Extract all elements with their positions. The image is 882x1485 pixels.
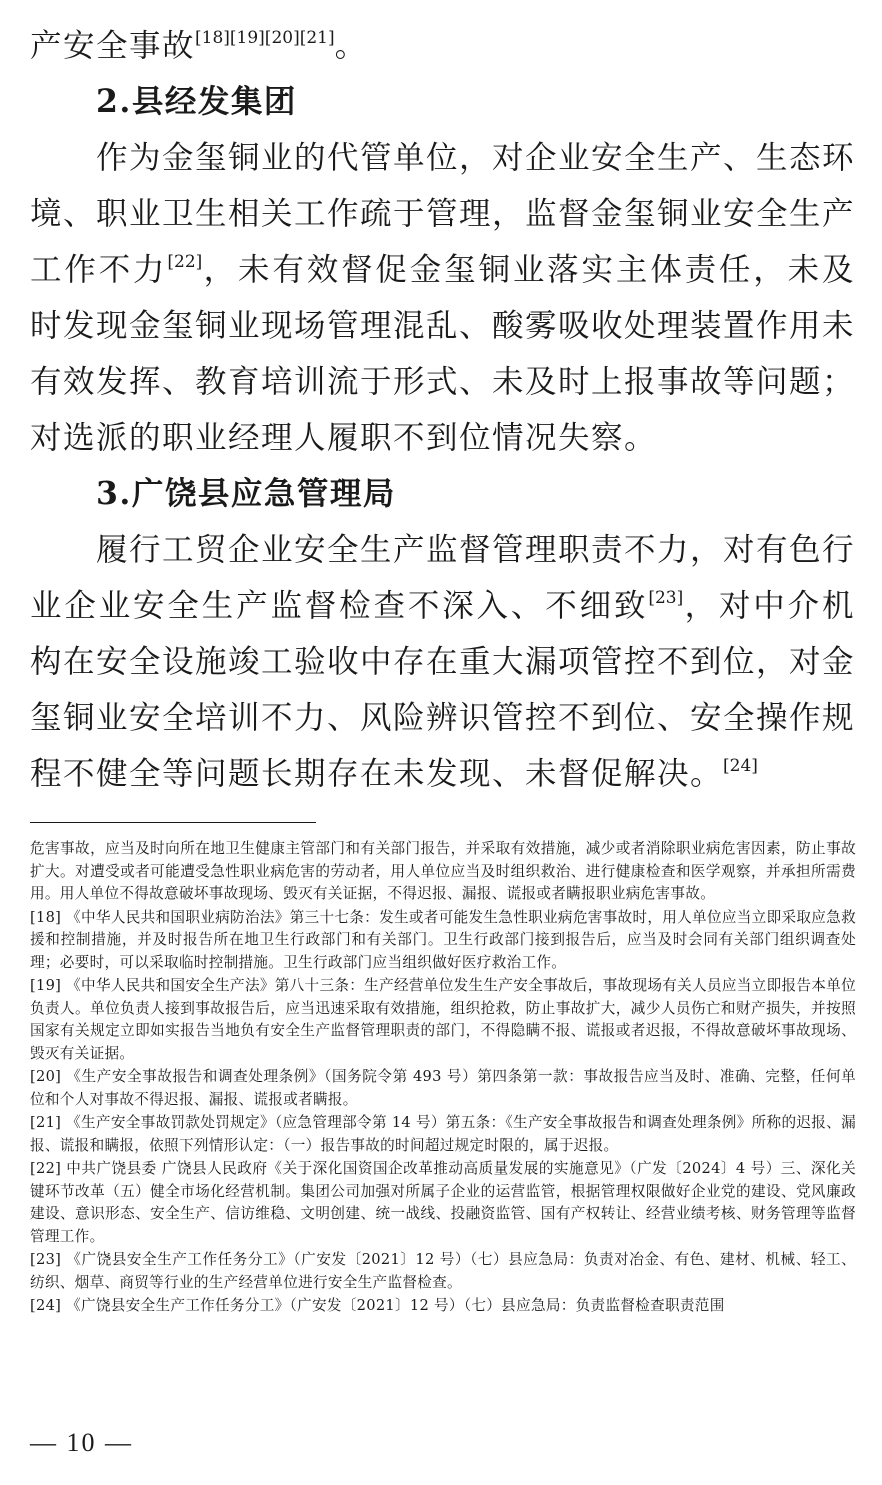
continuation-end: 。	[334, 28, 368, 64]
footnote-24: [24] 《广饶县安全生产工作任务分工》（广安发〔2021〕12 号）（七）县应急局：负责监督检查职责范围	[30, 1297, 725, 1314]
footnote-ref-24[interactable]: [24]	[723, 756, 758, 776]
footnote-17-continued: 危害事故，应当及时向所在地卫生健康主管部门和有关部门报告，并采取有效措施，减少或者消除职业病危害因素，防止事故扩大。对遭受或者可能遭受急性职业病危害的劳动者，用人单位应当及时组织救治、进行健康检查和医学观察，并承担所需费用。用人单位不得故意破坏事故现场、毁灭有关证据，不得迟报、漏报、谎报或者瞒报职业病危害事故。	[30, 840, 856, 902]
section-2-text-part1: 作为金玺铜业的代管单位，对企业安全生产、生态环境、职业卫生相关工作疏于管理，监督金玺铜业安全生产工作不力	[30, 140, 856, 288]
section-heading-3: 3.广饶县应急管理局	[96, 475, 396, 512]
footnote-ref-23[interactable]: [23]	[648, 588, 684, 608]
footnote-ref-18-21[interactable]: [18][19][20][21]	[195, 28, 335, 48]
section-3-paragraph	[30, 522, 855, 802]
section-2-paragraph	[30, 130, 855, 466]
footnote-23: [23] 《广饶县安全生产工作任务分工》（广安发〔2021〕12 号）（七）县应急局：负责对冶金、有色、建材、机械、轻工、纺织、烟草、商贸等行业的生产经营单位进行安全生产监督检查。	[30, 1251, 856, 1291]
section-3-text-part2: ，对中介机构在安全设施竣工验收中存在重大漏项管控不到位，对金玺铜业安全培训不力、风险辨识管控不到位、安全操作规程不健全等问题长期存在未发现、未督促解决。	[30, 588, 856, 792]
page-number: — 10 —	[30, 1428, 133, 1457]
continuation-text: 产安全事故	[30, 28, 196, 64]
continuation-paragraph	[30, 18, 855, 74]
footnote-20: [20] 《生产安全事故报告和调查处理条例》（国务院令第 493 号）第四条第一款：事故报告应当及时、准确、完整，任何单位和个人对事故不得迟报、漏报、谎报或者瞒报。	[30, 1068, 856, 1108]
footnote-19: [19] 《中华人民共和国安全生产法》第八十三条：生产经营单位发生生产安全事故后，事故现场有关人员应当立即报告本单位负责人。单位负责人接到事故报告后，应当迅速采取有效措施，组织抢救，防止事故扩大，减少人员伤亡和财产损失，并按照国家有关规定立即如实报告当地负有安全生产监督管理职责的部门，不得隐瞒不报、谎报或者迟报，不得故意破坏事故现场、毁灭有关证据。	[30, 977, 856, 1062]
footnote-ref-22[interactable]: [22]	[167, 252, 203, 272]
section-2-text-part2: ，未有效督促金玺铜业落实主体责任，未及时发现金玺铜业现场管理混乱、酸雾吸收处理装置作用未有效发挥、教育培训流于形式、未及时上报事故等问题；对选派的职业经理人履职不到位情况失察。	[30, 252, 856, 456]
main-body-text	[30, 18, 855, 802]
footnote-21: [21] 《生产安全事故罚款处罚规定》（应急管理部令第 14 号）第五条：《生产安全事故报告和调查处理条例》所称的迟报、漏报、谎报和瞒报，依照下列情形认定：（一）报告事故的时间超过规定时限的，属于迟报。	[30, 1114, 856, 1154]
section-heading-2: 2.县经发集团	[96, 83, 297, 120]
section-3-text-part1: 履行工贸企业安全生产监督管理职责不力，对有色行业企业安全生产监督检查不深入、不细致	[30, 532, 856, 624]
footnote-18: [18] 《中华人民共和国职业病防治法》第三十七条：发生或者可能发生急性职业病危害事故时，用人单位应当立即采取应急救援和控制措施，并及时报告所在地卫生行政部门和有关部门。卫生行政部门接到报告后，应当及时会同有关部门组织调查处理；必要时，可以采取临时控制措施。卫生行政部门应当组织做好医疗救治工作。	[30, 908, 856, 971]
footnote-separator	[30, 822, 316, 823]
footnotes-section	[30, 838, 856, 1319]
footnote-22: [22] 中共广饶县委 广饶县人民政府《关于深化国资国企改革推动高质量发展的实施意见》（广发〔2024〕4 号）三、深化关键环节改革（五）健全市场化经营机制。集团公司加强对所属子企业的运营监管，根据管理权限做好企业党的建设、党风廉政建设、意识形态、安全生产、信访维稳、文明创建、统一战线、投融资监管、国有产权转让、经营业绩考核、财务管理等监督管理工作。	[30, 1160, 856, 1245]
